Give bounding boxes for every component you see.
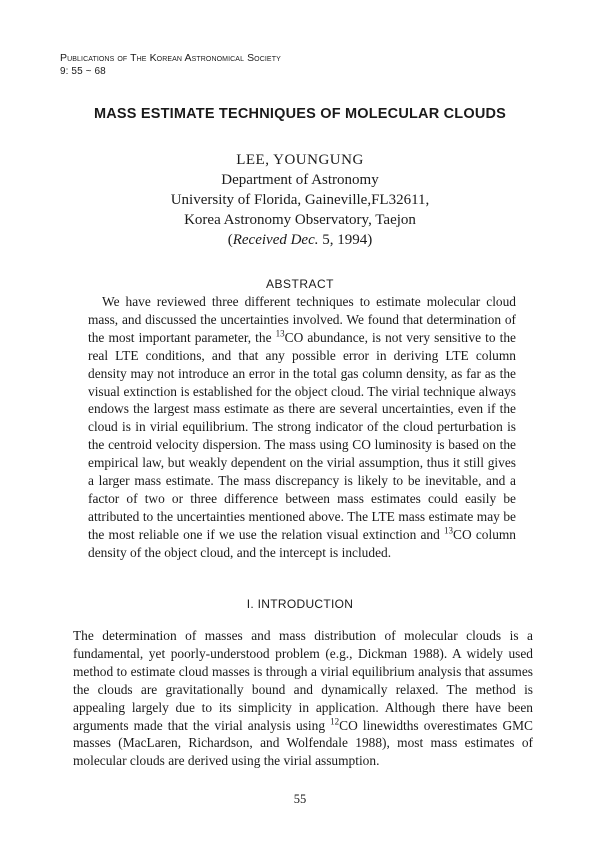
abstract-text-3: CO column density of the object cloud, and the intercept is included. [88,526,516,560]
intro-text-2: CO linewidths overestimates GMC masses (MacLaren, Richardson, and Wolfendale 1988), most mass estimates of molecular clouds are derived using the virial assumption. [73,717,533,769]
abstract-superscript-1: 13 [275,328,285,339]
volume-pages: 9: 55 ~ 68 [60,66,106,77]
introduction-body [73,627,533,770]
abstract-body [88,293,516,562]
author-block [0,150,600,250]
received-label: Received Dec. [232,232,319,248]
affiliation-department: Department of Astronomy [221,172,379,188]
journal-header [60,52,281,78]
abstract-text-1: We have reviewed three different techniques to estimate molecular cloud mass, and discussed the uncertainties involved. We found that determination of the most important parameter, the [88,294,516,345]
abstract-heading: ABSTRACT [265,277,334,291]
abstract-paragraph [88,293,516,562]
received-open-paren: ( [227,232,233,248]
abstract-superscript-2: 13 [444,525,454,536]
author-name: LEE, YOUNGUNG [236,152,364,168]
journal-name: Publications of The Korean Astronomical Society [60,52,281,64]
section-heading-introduction: I. INTRODUCTION [246,597,354,611]
affiliation-university: University of Florida, Gaineville,FL32611, [170,192,430,208]
page-number: 55 [293,792,307,806]
intro-text-1: The determination of masses and mass distribution of molecular clouds is a fundamental, yet poorly-understood problem (e.g., Dickman 1988). A widely used method to estimate cloud masses is through a virial equilibrium analysis that assumes the clouds are gravitationally bound and dynamically relaxed. The method is appealing largely due to its simplicity in application. Although there have been arguments made that the virial analysis using [73,628,533,733]
abstract-text-2: CO abundance, is not very sensitive to the real LTE conditions, and that any possible error in deriving LTE column density may not introduce an error in the total gas column density, as far as the visual extinction is established for the object cloud. The virial technique always endows the largest mass estimate as there are several uncertainties, even if the cloud is in virial equilibrium. The strong indicator of the cloud perturbation is the centroid velocity dispersion. The mass using CO luminosity is based on the empirical law, but weakly dependent on the virial assumption, thus it still gives a larger mass estimate. The mass discrepancy is likely to be inevitable, and a factor of two or three difference between mass estimates could easily be attributed to the uncertainties mentioned above. The LTE mass estimate may be the most reliable one if we use the relation visual extinction and [88,329,517,542]
paper-title: MASS ESTIMATE TECHNIQUES OF MOLECULAR CLOUDS [93,106,507,122]
introduction-paragraph [73,627,533,770]
received-date-value: 5, 1994) [322,232,373,248]
affiliation-observatory: Korea Astronomy Observatory, Taejon [184,212,416,228]
received-date [0,230,600,250]
intro-superscript-1: 12 [330,716,340,727]
